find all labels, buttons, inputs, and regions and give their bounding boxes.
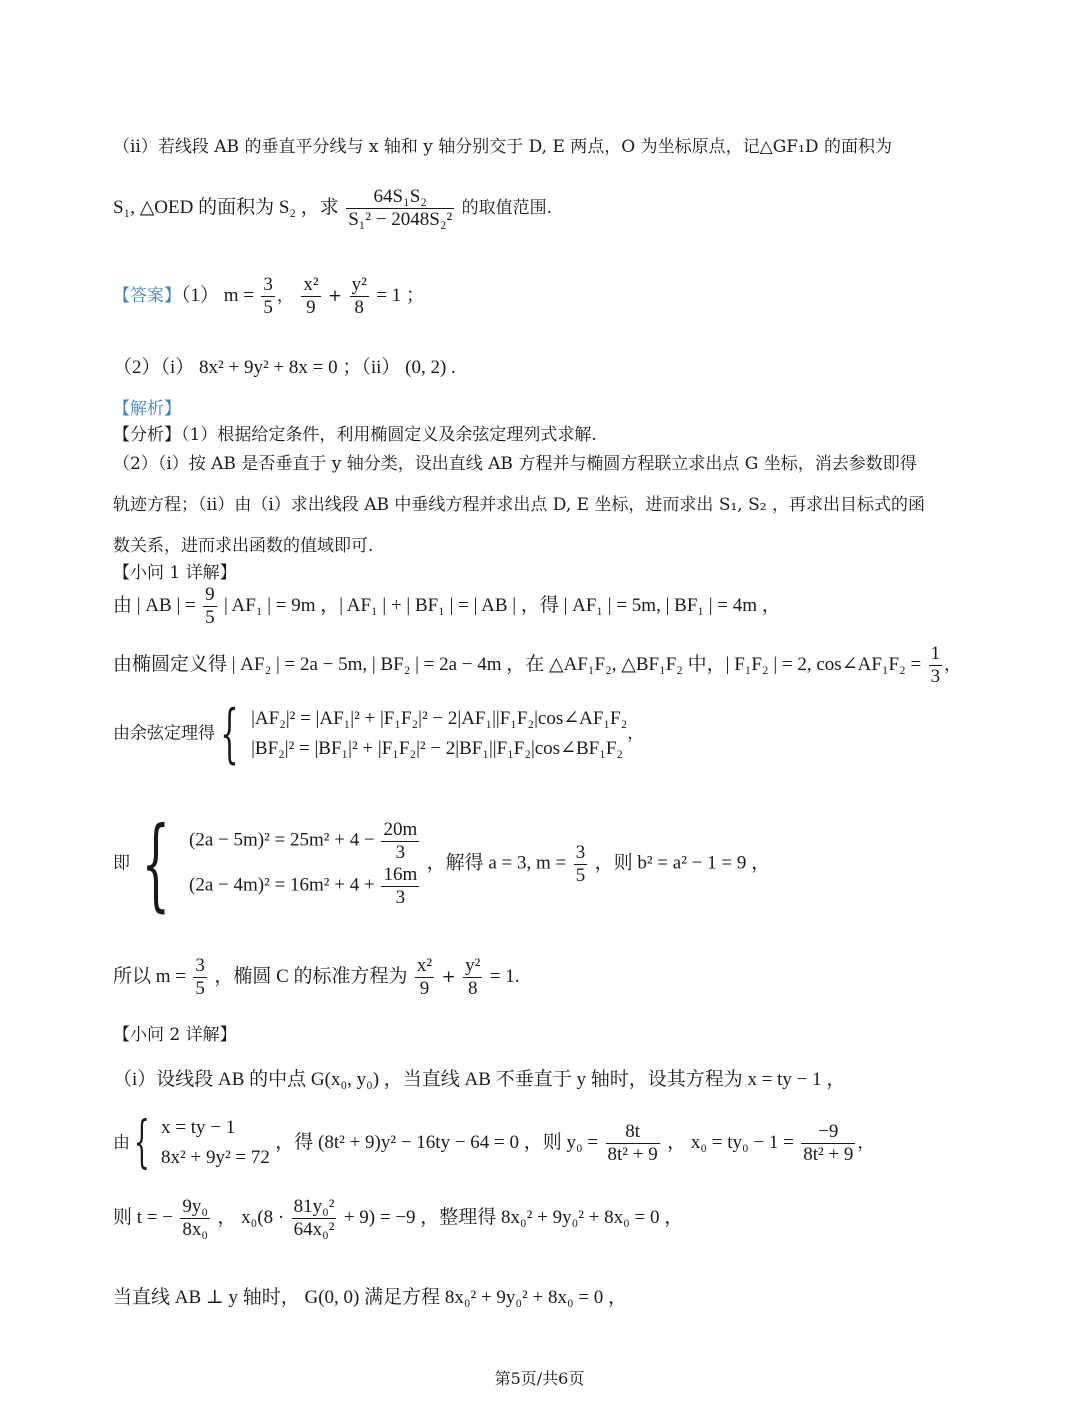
- left-brace-icon: {: [133, 1110, 150, 1176]
- equation-2-numerator: 16m: [383, 864, 418, 885]
- s2-line-3-f-denominator: 64x₀²: [293, 1218, 335, 1240]
- s2-line-3-t-denominator: 8x₀: [182, 1218, 208, 1240]
- s2-line-3-pre: 则 t = −: [113, 1206, 173, 1228]
- answer-1-pre: （1） m =: [181, 284, 254, 306]
- s2-line-3: [113, 1196, 683, 1241]
- q2ii-line-2-post: 的取值范围.: [461, 197, 553, 218]
- s1-line-1-numerator: 9: [205, 584, 215, 605]
- ellipse-equation: 8x² + 9y² = 72: [161, 1147, 270, 1169]
- s2-line-2-y-numerator: 8t: [625, 1121, 640, 1143]
- q2ii-line-1: （ii）若线段 AB 的垂直平分线与 x 轴和 y 轴分别交于 D, E 两点，O 为坐标原点，记△GF₁D 的面积为: [113, 137, 892, 157]
- s1-line-2-denominator: 3: [930, 665, 941, 687]
- s1-line-3: [113, 697, 645, 771]
- s1-line-3-pre: 由余弦定理得: [113, 723, 215, 744]
- answer-line-1: 【答案】（1） m = $\frac{3}{5}$ ， $\frac{\text{x²}}{9}$ + $\frac{\text{y²}}{8}$ = 1 ；: [113, 274, 425, 318]
- left-brace-icon: {: [220, 697, 239, 771]
- answer-tag: 【答案】: [113, 285, 181, 306]
- s2-line-2-x-numerator: −9: [818, 1121, 839, 1143]
- s2-line-2-mid2: ， x₀ = ty₀ − 1 =: [667, 1131, 794, 1153]
- s1-line-3-post: ，: [627, 723, 645, 744]
- s1-line-5-pre: 所以 m =: [113, 965, 186, 987]
- answer-line-2: （2）（i） 8x² + 9y² + 8x = 0 ；（ii） (0, 2) .: [113, 357, 456, 378]
- s2-line-3-t-fraction: [180, 1196, 210, 1241]
- s1-line-2-pre: 由椭圆定义得 | AF₂ | = 2a − 5m, | BF₂ | = 2a − 4m ，在 △AF₁F₂, △BF₁F₂ 中，| F₁F₂ | = 2, cos∠AF₁F₂ =: [113, 653, 922, 675]
- s1-line-2-fraction: [929, 643, 943, 688]
- line-equation: x = ty − 1: [161, 1117, 236, 1138]
- q2ii-fraction: [346, 186, 454, 231]
- s2-line-3-t-numerator: 9y₀: [182, 1196, 208, 1217]
- equation-1-numerator: 20m: [383, 819, 418, 841]
- page-footer: 第5页/共6页: [494, 1369, 585, 1388]
- s1-line-5-x-fraction: [415, 955, 434, 1000]
- q2ii-line-2-pre: S₁, △OED 的面积为 S₂ ，求: [113, 196, 339, 218]
- s1-line-4-m-fraction: [574, 842, 588, 887]
- s2-line-2: [113, 1110, 875, 1176]
- answer-1-x-denominator: 9: [301, 296, 320, 319]
- s2-line-2-y-denominator: 8t² + 9: [607, 1143, 658, 1165]
- s1-line-5-x-denominator: 9: [415, 977, 434, 1000]
- cosine-law-eq-2: |BF₂|² = |BF₁|² + |F₁F₂|² − 2|BF₁||F₁F₂|cos∠BF₁F₂: [251, 738, 624, 759]
- s1-line-4-m-numerator: 3: [575, 841, 586, 863]
- answer-1-y-numerator: y²: [351, 274, 367, 295]
- s1-line-5-mid: ，椭圆 C 的标准方程为: [214, 965, 408, 987]
- s1-line-1-denominator: 5: [205, 606, 215, 628]
- s2-line-3-f-numerator: 81y₀²: [293, 1196, 335, 1217]
- s1-line-5-y-fraction: [463, 955, 482, 1000]
- equation-1: [189, 819, 421, 864]
- s1-line-4-m-denominator: 5: [575, 864, 586, 886]
- s2-line-2-post: ，: [857, 1132, 875, 1153]
- s1-line-4-pre: 即: [113, 853, 130, 874]
- answer-1-post: = 1 ；: [376, 284, 425, 306]
- answer-1-y-denominator: 8: [350, 296, 369, 319]
- equation-1-pre: (2a − 5m)² = 25m² + 4 −: [189, 830, 375, 852]
- s2-line-2-x-denominator: 8t² + 9: [803, 1143, 854, 1165]
- left-brace-icon: {: [141, 805, 171, 922]
- equation-1-fraction: [381, 819, 419, 864]
- sub-question-1-title: 【小问 1 详解】: [113, 563, 237, 583]
- answer-1-x-numerator: x²: [303, 274, 319, 295]
- s1-line-5-m-numerator: 3: [195, 955, 205, 976]
- answer-1-m-fraction: [261, 274, 275, 319]
- equation-2-pre: (2a − 4m)² = 16m² + 4 +: [189, 874, 375, 896]
- q2ii-line-2: [113, 186, 552, 231]
- s2-line-4: 当直线 AB ⊥ y 轴时， G(0, 0) 满足方程 8x₀² + 9y₀² + 8x₀ = 0 ，: [113, 1287, 628, 1308]
- answer-1-x-fraction: [301, 274, 320, 319]
- s2-line-3-mid: ， x₀(8 ·: [217, 1206, 285, 1228]
- s2-line-3-f-fraction: [292, 1196, 337, 1241]
- s1-line-1: [113, 584, 781, 629]
- s1-line-4-post: ，则 b² = a² − 1 = 9 ，: [594, 852, 771, 874]
- s2-line-2-mid: ，得 (8t² + 9)y² − 16ty − 64 = 0 ，则 y₀ =: [275, 1131, 599, 1153]
- s2-line-2-pre: 由: [113, 1132, 130, 1153]
- s1-line-5-y-denominator: 8: [463, 977, 482, 1000]
- s2-line-1: （i）设线段 AB 的中点 G(x₀, y₀) ，当直线 AB 不垂直于 y 轴时，设其方程为 x = ty − 1 ，: [113, 1069, 846, 1090]
- sub-question-2-title: 【小问 2 详解】: [113, 1025, 237, 1045]
- equation-1-denominator: 3: [381, 841, 419, 864]
- answer-1-m-numerator: 3: [263, 274, 273, 295]
- s1-line-1-post: | AF₁ | = 9m ，| AF₁ | + | BF₁ | = | AB | ，得 | AF₁ | = 5m, | BF₁ | = 4m ，: [224, 594, 781, 616]
- s1-line-1-fraction: [203, 584, 217, 629]
- s1-line-4-mid: ，解得 a = 3, m =: [426, 852, 567, 874]
- s1-line-5-y-numerator: y²: [465, 955, 481, 976]
- s1-line-5-m-fraction: [193, 955, 207, 1000]
- s1-line-5: 所以 m = $\frac{3}{5}$ ，椭圆 C 的标准方程为 $\frac{\text{x²}}{9}$ + $\frac{\text{y²}}{8}$ = 1.: [113, 955, 520, 999]
- answer-1-m-denominator: 5: [263, 296, 273, 318]
- s2-line-3-post: + 9) = −9 ，整理得 8x₀² + 9y₀² + 8x₀ = 0 ，: [343, 1206, 684, 1228]
- s1-line-1-pre: 由 | AB | =: [113, 594, 196, 616]
- equation-2-denominator: 3: [381, 886, 419, 909]
- equation-2: [189, 864, 421, 909]
- s1-line-2-post: ，: [944, 654, 962, 675]
- equation-system: [189, 819, 421, 908]
- s1-line-5-m-denominator: 5: [195, 977, 205, 999]
- s1-line-5-post: = 1.: [489, 965, 520, 987]
- q2ii-fraction-denominator: S₁² − 2048S₂²: [348, 208, 453, 230]
- s1-line-2: [113, 643, 961, 688]
- s2-line-2-x-fraction: [801, 1121, 855, 1166]
- fenxi-line-3: 轨迹方程；（ii）由（i）求出线段 AB 中垂线方程并求出点 D, E 坐标，进而求出 S₁, S₂ ，再求出目标式的函: [113, 495, 925, 515]
- fenxi-line-4: 数关系，进而求出函数的值域即可.: [113, 536, 374, 556]
- s1-line-2-numerator: 1: [930, 643, 941, 664]
- answer-1-y-fraction: [350, 274, 369, 319]
- s1-line-4: [113, 805, 771, 922]
- cosine-law-system: [251, 704, 627, 765]
- s1-line-5-x-numerator: x²: [416, 955, 433, 976]
- line-ellipse-system: [161, 1113, 270, 1174]
- q2ii-fraction-numerator: 64S₁S₂: [373, 186, 427, 207]
- fenxi-line-2: （2）（i）按 AB 是否垂直于 y 轴分类，设出直线 AB 方程并与椭圆方程联立求出点 G 坐标，消去参数即得: [113, 454, 917, 474]
- cosine-law-eq-1: |AF₂|² = |AF₁|² + |F₁F₂|² − 2|AF₁||F₁F₂|cos∠AF₁F₂: [251, 707, 628, 729]
- equation-2-fraction: [381, 864, 419, 909]
- analysis-tag: 【解析】: [113, 399, 181, 419]
- fenxi-line-1: 【分析】（1）根据给定条件，利用椭圆定义及余弦定理列式求解.: [113, 425, 597, 445]
- s2-line-2-y-fraction: [606, 1121, 660, 1166]
